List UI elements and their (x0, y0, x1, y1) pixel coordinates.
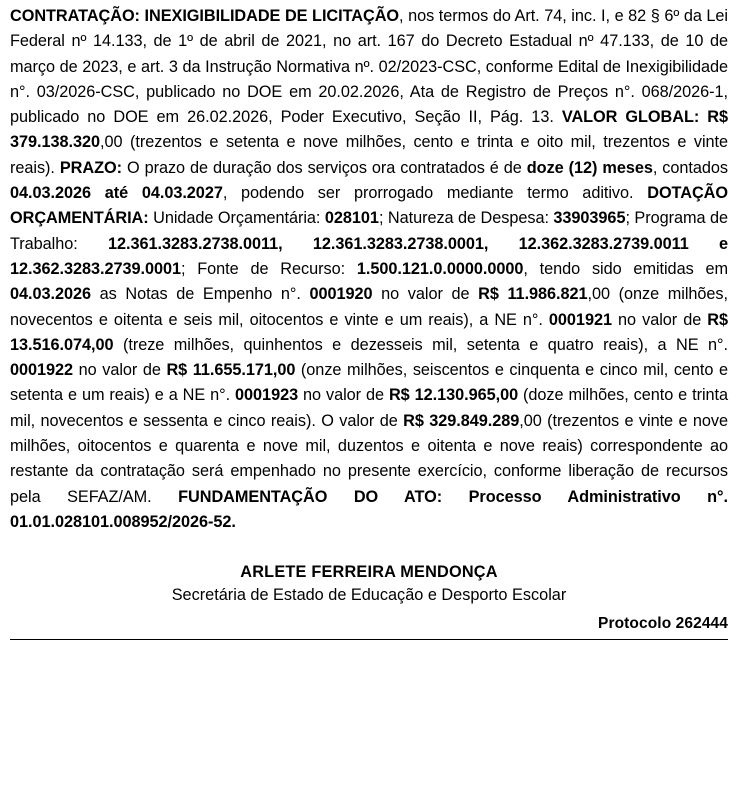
text-run: Unidade Orçamentária: (148, 209, 325, 228)
signatory-name: ARLETE FERREIRA MENDONÇA (240, 563, 498, 582)
text-run: (onze milhões, seiscentos e cinquenta e cinco mil, cento e setenta e um reais) e a NE n°. (10, 361, 728, 405)
text-run: O prazo de duração dos serviços ora contratados é de (121, 158, 527, 177)
emphasis-run: doze (12) meses (526, 158, 653, 177)
contract-body-paragraph (10, 4, 728, 535)
emphasis-run: 33903965 (553, 209, 626, 228)
text-run: ; Programa de Trabalho: (10, 209, 728, 253)
text-run: ; Natureza de Despesa: (378, 209, 554, 228)
emphasis-run: CONTRATAÇÃO: INEXIGIBILIDADE DE LICITAÇÃO (10, 7, 400, 25)
text-run: , contados (652, 158, 728, 177)
emphasis-run: 0001922 (10, 361, 74, 380)
emphasis-run: 0001921 (548, 310, 612, 329)
emphasis-run: DOTAÇÃO ORÇAMENTÁRIA: (10, 184, 728, 228)
text-run: ,00 (trezentos e vinte e nove milhões, oitocentos e quarenta e nove mil, duzentos e oitenta e nove reais) correspondente ao restante da contratação será empenhado no presente exercício, conforme liberação de recursos pela SEFAZ/AM. (10, 411, 728, 506)
emphasis-run: 0001920 (309, 285, 373, 304)
text-run: ; Fonte de Recurso: (180, 259, 357, 278)
text-run: , nos termos do Art. 74, inc. I, e 82 § 6º da Lei Federal nº 14.133, de 1º de abril de 2021, no art. 167 do Decreto Estadual nº 47.133, de 10 de março de 2023, e art. 3 da Instrução Normativa nº. 02/2023-CSC, conforme Edital de Inexigibilidade n°. 03/2026-CSC, publicado no DOE em 20.02.2026, Ata de Registro de Preços n°. 068/2026-1, publicado no DOE em 26.02.2026, Poder Executivo, Seção II, Pág. 13. (10, 7, 729, 127)
emphasis-run: R$ 12.130.965,00 (388, 386, 519, 405)
signatory-role: Secretária de Estado de Educação e Desporto Escolar (171, 586, 567, 605)
emphasis-run: 04.03.2026 até 04.03.2027 (10, 184, 223, 203)
protocol-number: Protocolo 262444 (598, 615, 728, 633)
emphasis-run: VALOR GLOBAL: R$ 379.138.320 (10, 108, 728, 152)
emphasis-run: R$ 13.516.074,00 (10, 310, 729, 354)
emphasis-run: 12.361.3283.2738.0011, 12.361.3283.2738.0001, 12.362.3283.2739.0011 e 12.362.3283.2739.0001 (10, 234, 728, 278)
text-run: , podendo ser prorrogado mediante termo aditivo. (222, 184, 648, 203)
text-run: no valor de (611, 310, 708, 329)
text-run: ,00 (trezentos e setenta e nove milhões, cento e trinta e oito mil, trezentos e vinte reais). (10, 133, 728, 177)
text-run: (treze milhões, quinhentos e dezesseis mil, setenta e quatro reais), a NE n°. (113, 335, 728, 354)
emphasis-run: 1.500.121.0.0000.0000 (356, 259, 524, 278)
emphasis-run: PRAZO: (59, 158, 122, 177)
text-run: ,00 (onze milhões, novecentos e oitenta e seis mil, oitocentos e vinte e um reais), a NE n°. (10, 285, 728, 329)
text-run: , tendo sido emitidas em (523, 259, 728, 278)
emphasis-run: R$ 11.986.821 (478, 285, 588, 304)
emphasis-run: 0001923 (235, 386, 299, 405)
emphasis-run: 04.03.2026 (10, 285, 91, 304)
text-run: no valor de (298, 386, 389, 405)
emphasis-run: FUNDAMENTAÇÃO DO ATO: Processo Administrativo n°. 01.01.028101.008952/2026-52. (10, 487, 728, 531)
signature-block (10, 561, 728, 607)
text-run: no valor de (73, 361, 167, 380)
footer-divider (10, 639, 728, 640)
emphasis-run: R$ 329.849.289 (403, 411, 520, 430)
text-run: (doze milhões, cento e trinta mil, novecentos e sessenta e cinco reais). O valor de (10, 386, 729, 430)
text-run: as Notas de Empenho n°. (91, 285, 310, 304)
text-run: no valor de (372, 285, 479, 304)
emphasis-run: 028101 (324, 209, 379, 228)
emphasis-run: R$ 11.655.171,00 (166, 361, 296, 380)
